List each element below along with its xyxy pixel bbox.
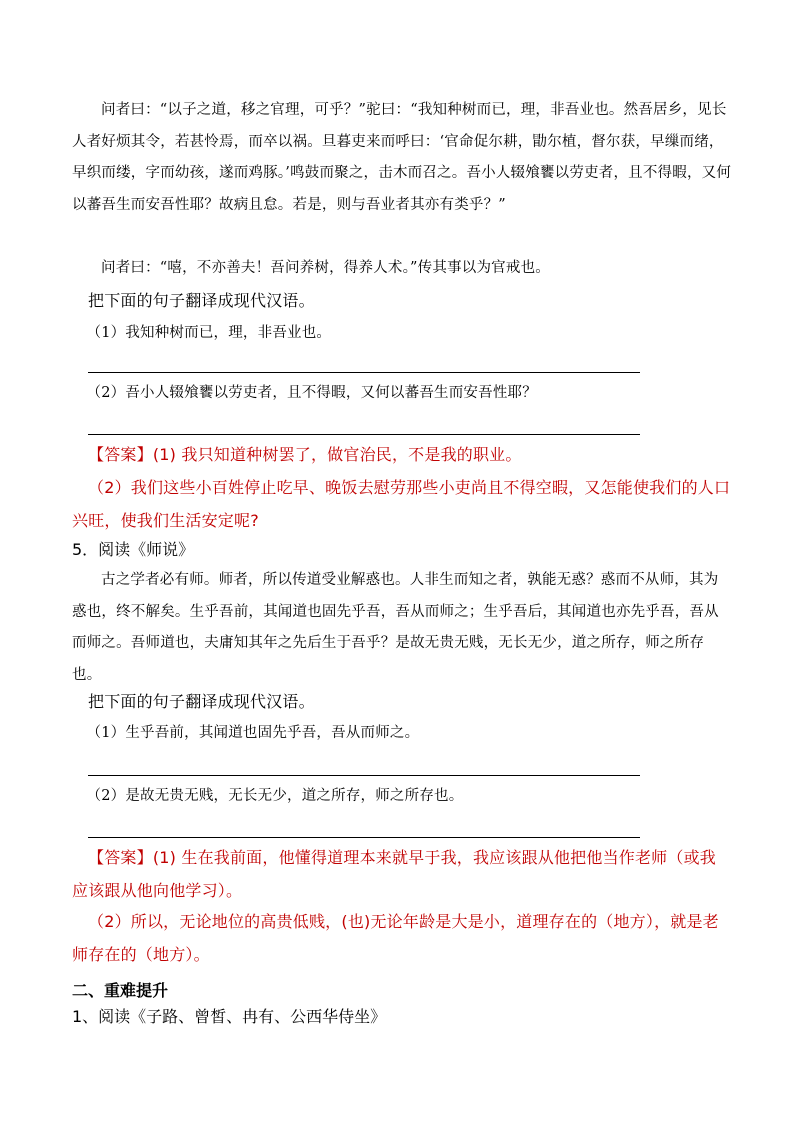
answer-tag: 【答案】: [88, 445, 153, 464]
answer-2-2: （2）所以，无论地位的高贵低贱，(也)无论年龄是大是小，道理存在的（地方），就是老师存在的（地方）。: [72, 912, 719, 964]
answer-2-1-text: (1) 生在我前面，他懂得道理本来就早于我，我应该跟从他把他当作老师（或我应该跟从他向他学习）。: [72, 848, 716, 900]
question-2-2: （2）是故无贵无贱，无长无少，道之所存，师之所存也。: [86, 788, 464, 804]
answer-line-2-2: [88, 837, 640, 838]
answer-1-1-text: (1) 我只知道种树罢了，做官治民，不是我的职业。: [152, 445, 522, 464]
translation-instruction-2: 把下面的句子翻译成现代汉语。: [88, 692, 315, 711]
answer-line-2-1: [88, 775, 640, 776]
translation-instruction-1: 把下面的句子翻译成现代汉语。: [88, 291, 315, 310]
answer-1-2: （2）我们这些小百姓停止吃早、晚饭去慰劳那些小吏尚且不得空暇，又怎能使我们的人口兴旺，使我们生活安定呢?: [72, 478, 731, 530]
passage-2: 古之学者必有师。师者，所以传道受业解惑也。人非生而知之者，孰能无惑？惑而不从师，其为惑也，终不解矣。生乎吾前，其闻道也固先乎吾，吾从而师之；生乎吾后，其闻道也亦先乎吾，吾从而师之。吾师道也，夫庸知其年之先后生于吾乎？是故无贵无贱，无长无少，道之所存，师之所存也。: [72, 572, 719, 683]
passage-1: 问者曰：“以子之道，移之官理，可乎？”驼曰：“我知种树而已，理，非吾业也。然吾居乡，见长人者好烦其令，若甚怜焉，而卒以祸。旦暮吏来而呼曰：‘官命促尔耕，勖尔植，督尔获，早缫而绪，早织而缕，字而幼孩，遂而鸡豚。’鸣鼓而聚之，击木而召之。吾小人辍飧饔以劳吏者，且不得暇，又何以蕃吾生而安吾性耶？故病且怠。若是，则与吾业者其亦有类乎？”: [72, 102, 732, 213]
answer-tag-2: 【答案】: [88, 848, 153, 867]
section-2-title: 二、重难提升: [72, 981, 169, 1000]
answer-line-1-2: [88, 434, 640, 435]
question-1-1: （1）我知种树而已，理，非吾业也。: [86, 325, 332, 341]
question-1-2: （2）吾小人辍飧饔以劳吏者，且不得暇，又何以蕃吾生而安吾性耶？: [86, 385, 537, 401]
answer-1-1: [72, 438, 732, 471]
answer-2-1: [72, 841, 732, 907]
section-5-title: 5．阅读《师说》: [72, 540, 195, 559]
section-2-item-1: 1、阅读《子路、曾皙、冉有、公西华侍坐》: [72, 1007, 387, 1026]
passage-1-continued: 问者曰：“嘻，不亦善夫！吾问养树，得养人术。”传其事以为官戒也。: [101, 260, 550, 276]
question-2-1: （1）生乎吾前，其闻道也固先乎吾，吾从而师之。: [86, 725, 420, 741]
answer-line-1-1: [88, 372, 640, 373]
